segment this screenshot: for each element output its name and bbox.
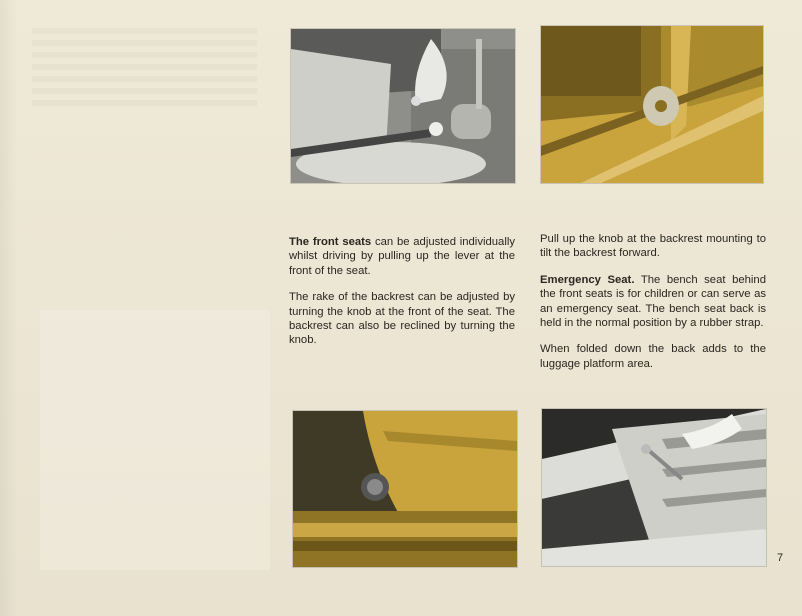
show-through-image [40, 310, 270, 570]
front-seat-lever-photo [290, 28, 516, 184]
backrest-rake-knob-photo [292, 410, 518, 568]
show-through-text [32, 28, 257, 108]
emergency-seat-heading: Emergency Seat. [540, 273, 635, 286]
emergency-seat-text: The bench seat behind the front seats is for children or can serve as an emergency seat. The bench seat back is held in the normal position by a rubber strap. [540, 273, 766, 330]
emergency-seat-strap-photo [541, 408, 767, 567]
emergency-seat-paragraph [540, 273, 766, 331]
right-text-column [540, 232, 766, 383]
front-seats-paragraph [289, 235, 515, 278]
luggage-platform-paragraph: When folded down the back adds to the luggage platform area. [540, 343, 766, 370]
front-seats-heading: The front seats [289, 236, 372, 248]
front-seats-text: can be adjusted individually whilst driving by pulling up the lever at the front of the seat. [289, 236, 515, 277]
backrest-rake-paragraph: The rake of the backrest can be adjusted by turning the knob at the front of the seat. The backrest can also be reclined by turning the knob. [289, 291, 515, 347]
tilt-backrest-paragraph: Pull up the knob at the backrest mounting to tilt the backrest forward. [540, 233, 766, 260]
left-text-column [289, 235, 515, 360]
page-number: 7 [777, 552, 784, 564]
backrest-mounting-knob-photo [540, 25, 764, 184]
